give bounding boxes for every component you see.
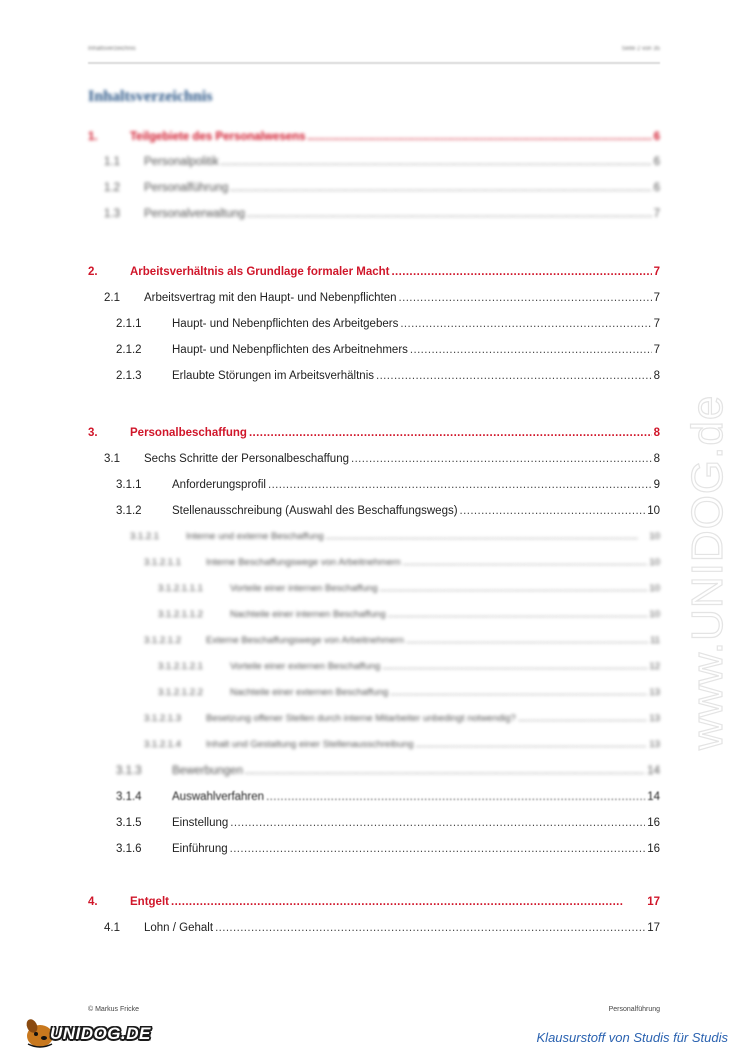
- toc-entry[interactable]: [88, 657, 660, 677]
- toc-entry-title: Vorteile einer externen Beschaffung: [230, 661, 381, 672]
- toc-entry-leader: [249, 423, 652, 443]
- toc-entry-number: 3.1.6: [116, 843, 142, 855]
- toc-entry-title: Haupt- und Nebenpflichten des Arbeitgebers: [172, 318, 399, 330]
- toc-entry-page: 7: [653, 266, 660, 278]
- toc-entry-leader: [518, 709, 648, 729]
- toc-entry-number: 1.3: [104, 208, 120, 220]
- toc-entry-page: 9: [653, 479, 660, 491]
- toc-entry[interactable]: [88, 527, 660, 547]
- toc-entry[interactable]: [88, 204, 660, 224]
- toc-entry-page: 8: [653, 427, 660, 439]
- toc-entry-leader: [406, 631, 648, 651]
- toc-entry-page: 12: [649, 661, 660, 672]
- header-divider: [88, 62, 660, 64]
- toc-entry-number: 3.: [88, 427, 98, 439]
- toc-entry-page: 11: [650, 635, 660, 646]
- toc-entry-page: 8: [653, 370, 660, 382]
- toc-entry-number: 3.1: [104, 453, 120, 465]
- toc-heading: Inhaltsverzeichnis: [88, 88, 213, 105]
- watermark: [678, 280, 738, 760]
- toc-entry-title: Haupt- und Nebenpflichten des Arbeitnehmers: [172, 344, 408, 356]
- toc-entry-leader: [171, 892, 645, 912]
- toc-entry-leader: [416, 735, 648, 755]
- toc-entry-number: 2.1.3: [116, 370, 142, 382]
- toc-entry-number: 3.1.2.1.1: [144, 557, 181, 568]
- toc-entry[interactable]: [88, 579, 660, 599]
- toc-entry-number: 3.1.2.1.1.1: [158, 583, 203, 594]
- toc-entry-number: 3.1.4: [116, 791, 142, 803]
- toc-entry-leader: [308, 127, 652, 147]
- toc-entry[interactable]: [88, 918, 660, 938]
- header-left-text: Inhaltsverzeichnis: [88, 46, 136, 52]
- toc-entry-number: 3.1.2.1.4: [144, 739, 181, 750]
- toc-entry[interactable]: [88, 735, 660, 755]
- toc-entry-number: 3.1.2.1.2: [144, 635, 181, 646]
- toc-entry-page: 6: [653, 182, 660, 194]
- toc-entry-leader: [266, 787, 645, 807]
- toc-entry-title: Personalpolitik: [144, 156, 219, 168]
- toc-entry-number: 1.: [88, 131, 98, 143]
- toc-entry-leader: [390, 683, 647, 703]
- toc-entry-page: 17: [647, 896, 660, 908]
- toc-entry-title: Nachteile einer internen Beschaffung: [230, 609, 386, 620]
- toc-entry-page: 7: [653, 292, 660, 304]
- toc-entry[interactable]: [88, 262, 660, 282]
- toc-entry-leader: [403, 553, 648, 573]
- toc-entry-leader: [391, 262, 651, 282]
- toc-entry[interactable]: [88, 127, 660, 147]
- toc-entry-leader: [376, 366, 652, 386]
- toc-entry-number: 3.1.2: [116, 505, 142, 517]
- toc-entry-title: Einführung: [172, 843, 228, 855]
- toc-entry-page: 17: [647, 922, 660, 934]
- toc-entry-number: 1.1: [104, 156, 120, 168]
- toc-entry-title: Interne Beschaffungswege von Arbeitnehmern: [206, 557, 401, 568]
- toc-entry-title: Interne und externe Beschaffung: [186, 531, 324, 542]
- toc-entry-number: 2.: [88, 266, 98, 278]
- toc-entry[interactable]: [88, 787, 660, 807]
- toc-entry[interactable]: [88, 709, 660, 729]
- toc-entry-number: 2.1: [104, 292, 120, 304]
- toc-entry[interactable]: [88, 152, 660, 172]
- toc-entry-number: 2.1.1: [116, 318, 142, 330]
- toc-entry-leader: [400, 314, 651, 334]
- toc-entry[interactable]: [88, 761, 660, 781]
- footer-subject: Personalführung: [608, 1006, 660, 1013]
- toc-entry-title: Personalbeschaffung: [130, 427, 247, 439]
- toc-entry-number: 4.1: [104, 922, 120, 934]
- toc-entry[interactable]: [88, 813, 660, 833]
- toc-entry[interactable]: [88, 631, 660, 651]
- toc-entry-title: Einstellung: [172, 817, 229, 829]
- toc-entry-title: Personalverwaltung: [144, 208, 246, 220]
- toc-entry-title: Teilgebiete des Personalwesens: [130, 131, 306, 143]
- toc-entry[interactable]: [88, 366, 660, 386]
- toc-entry-number: 3.1.3: [116, 765, 142, 777]
- toc-entry-title: Bewerbungen: [172, 765, 243, 777]
- page-header: [88, 42, 660, 60]
- toc-entry[interactable]: [88, 501, 660, 521]
- toc-entry-leader: [410, 340, 652, 360]
- toc-entry-number: 3.1.5: [116, 817, 142, 829]
- toc-entry-leader: [268, 475, 652, 495]
- toc-entry-page: 10: [649, 609, 660, 620]
- toc-entry-page: 14: [647, 765, 660, 777]
- toc-entry-page: 10: [647, 505, 660, 517]
- toc-entry[interactable]: [88, 839, 660, 859]
- toc-entry-title: Lohn / Gehalt: [144, 922, 214, 934]
- toc-entry-number: 3.1.2.1.3: [144, 713, 181, 724]
- toc-entry-page: 13: [649, 739, 660, 750]
- toc-entry-number: 3.1.2.1.1.2: [158, 609, 203, 620]
- toc-entry-leader: [380, 579, 648, 599]
- toc-entry-leader: [247, 204, 652, 224]
- toc-entry[interactable]: [88, 288, 660, 308]
- toc-entry-page: 7: [653, 344, 660, 356]
- toc-entry-page: 13: [649, 713, 660, 724]
- toc-entry-page: 6: [653, 131, 660, 143]
- toc-entry-leader: [230, 178, 651, 198]
- toc-entry-title: Inhalt und Gestaltung einer Stellenausschreibung: [206, 739, 414, 750]
- toc-entry-leader: [230, 839, 646, 859]
- toc-entry-page: 14: [647, 791, 660, 803]
- toc-entry-page: 7: [653, 208, 660, 220]
- toc-entry-title: Arbeitsvertrag mit den Haupt- und Nebenpflichten: [144, 292, 397, 304]
- toc-entry-page: 6: [653, 156, 660, 168]
- toc-entry-number: 3.1.2.1: [130, 531, 160, 542]
- toc-entry-number: 1.2: [104, 182, 120, 194]
- toc-entry-title: Auswahlverfahren: [172, 791, 265, 803]
- tagline: Klausurstoff von Studis für Studis: [536, 1030, 728, 1045]
- toc-entry-title: Arbeitsverhältnis als Grundlage formaler Macht: [130, 266, 390, 278]
- toc-entry[interactable]: [88, 340, 660, 360]
- toc-entry-title: Besetzung offener Stellen durch interne Mitarbeiter unbedingt notwendig?: [206, 713, 516, 724]
- toc-entry-page: 8: [653, 453, 660, 465]
- toc-entry-page: 10: [649, 583, 660, 594]
- toc-entry-page: 13: [649, 687, 660, 698]
- toc-entry-leader: [460, 501, 646, 521]
- toc-entry-leader: [221, 152, 652, 172]
- toc-entry-title: Stellenausschreibung (Auswahl des Beschaffungswegs): [172, 505, 458, 517]
- toc-entry-page: 16: [647, 843, 660, 855]
- toc-entry-page: 10: [649, 531, 660, 542]
- toc-entry-title: Externe Beschaffungswege von Arbeitnehmern: [206, 635, 404, 646]
- toc-entry[interactable]: [88, 683, 660, 703]
- logo-text: UNIDOG.DE: [50, 1024, 151, 1043]
- toc-entry-leader: [399, 288, 652, 308]
- toc-entry-title: Anforderungsprofil: [172, 479, 266, 491]
- watermark-text: www.UNIDOG.de: [683, 394, 732, 750]
- toc-entry-number: 3.1.2.1.2.1: [158, 661, 203, 672]
- toc-entry-title: Personalführung: [144, 182, 229, 194]
- toc-entry-title: Vorteile einer internen Beschaffung: [230, 583, 378, 594]
- toc-entry-page: 10: [649, 557, 660, 568]
- toc-entry[interactable]: [88, 475, 660, 495]
- toc-entry-title: Erlaubte Störungen im Arbeitsverhältnis: [172, 370, 374, 382]
- toc-entry[interactable]: [88, 314, 660, 334]
- toc-entry-number: 4.: [88, 896, 98, 908]
- toc-entry-leader: [326, 527, 648, 547]
- toc-entry-page: 16: [647, 817, 660, 829]
- toc-entry-title: Nachteile einer externen Beschaffung: [230, 687, 389, 698]
- toc-entry-title: Entgelt: [130, 896, 169, 908]
- toc-entry[interactable]: [88, 449, 660, 469]
- footer-copyright: © Markus Fricke: [88, 1006, 140, 1013]
- toc-entry[interactable]: [88, 553, 660, 573]
- toc-entry[interactable]: [88, 423, 660, 443]
- toc-entry-page: 7: [653, 318, 660, 330]
- toc-entry-leader: [230, 813, 645, 833]
- toc-entry-number: 3.1.1: [116, 479, 142, 491]
- toc-entry-leader: [245, 761, 645, 781]
- toc-entry-number: 3.1.2.1.2.2: [158, 687, 203, 698]
- toc-entry-leader: [388, 605, 648, 625]
- toc-entry-number: 2.1.2: [116, 344, 142, 356]
- toc-entry-leader: [215, 918, 645, 938]
- toc-entry-title: Sechs Schritte der Personalbeschaffung: [144, 453, 349, 465]
- header-right-text: Seite 2 von 35: [621, 46, 660, 52]
- toc-entry[interactable]: [88, 892, 660, 912]
- toc-entry-leader: [382, 657, 647, 677]
- toc-entry[interactable]: [88, 605, 660, 625]
- toc-entry-leader: [351, 449, 652, 469]
- toc-entry[interactable]: [88, 178, 660, 198]
